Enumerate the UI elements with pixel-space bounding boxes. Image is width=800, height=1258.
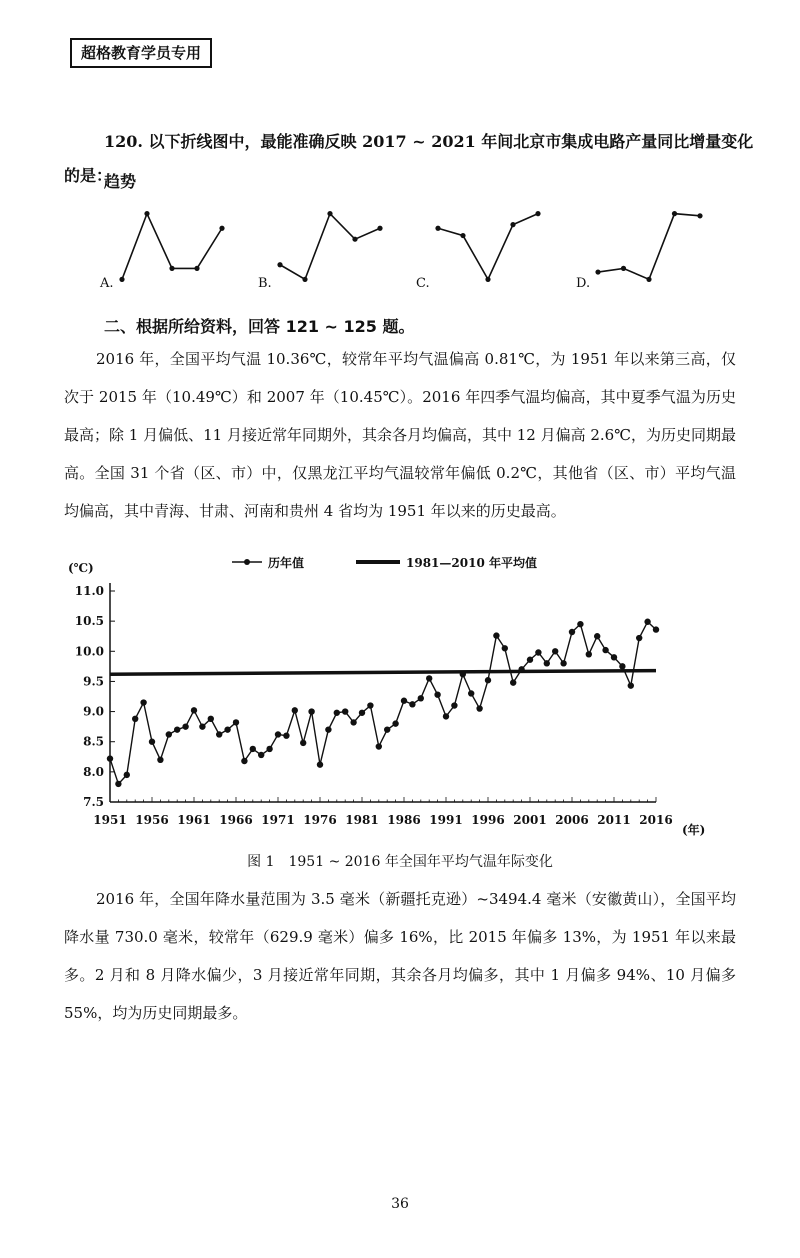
- series-annual-point: [124, 772, 130, 778]
- series-annual-point: [594, 633, 600, 639]
- series-annual-point: [628, 682, 634, 688]
- series-annual-point: [216, 731, 222, 737]
- y-tick-label: 10.0: [74, 644, 104, 659]
- series-annual-point: [443, 713, 449, 719]
- series-annual-point: [493, 632, 499, 638]
- x-tick-label: 1991: [429, 813, 463, 827]
- x-tick-label: 2006: [555, 813, 589, 827]
- series-annual-point: [569, 629, 575, 635]
- temperature-line-chart: [0, 540, 800, 850]
- series-annual-point: [409, 701, 415, 707]
- question-title-continuation: 的是：: [64, 166, 113, 185]
- series-average-line: [110, 671, 656, 675]
- series-annual-point: [434, 691, 440, 697]
- series-annual-point: [275, 731, 281, 737]
- chart-legend: [232, 555, 537, 570]
- series-annual-point: [451, 702, 457, 708]
- series-annual-point: [476, 705, 482, 711]
- option-trend-point: [119, 277, 124, 282]
- y-tick-label: 11.0: [74, 584, 104, 598]
- y-tick-label: 9.0: [83, 704, 104, 719]
- member-stamp: 超格教育学员专用: [70, 38, 212, 68]
- option-trend-point: [302, 277, 307, 282]
- series-annual-point: [132, 716, 138, 722]
- option-trend-point: [219, 226, 224, 231]
- series-annual-point: [527, 657, 533, 663]
- series-annual-point: [241, 758, 247, 764]
- y-axis-unit: (℃): [68, 561, 94, 575]
- option-trend-line: [438, 214, 538, 280]
- series-annual-point: [292, 707, 298, 713]
- x-tick-label: 2016: [639, 813, 673, 827]
- x-tick-label: 1951: [93, 813, 127, 827]
- series-annual-point: [518, 666, 524, 672]
- series-annual-point: [418, 695, 424, 701]
- x-tick-label: 1981: [345, 813, 379, 827]
- series-annual-point: [199, 723, 205, 729]
- x-tick-label: 1971: [261, 813, 295, 827]
- option-label: C.: [416, 276, 430, 291]
- legend-label-annual: 历年值: [268, 556, 305, 570]
- option-trend-point: [621, 266, 626, 271]
- question-title: 120. 以下折线图中，最能准确反映 2017 ~ 2021 年间北京市集成电路产量同比增量变化趋势: [104, 132, 754, 191]
- option-b: [258, 211, 383, 291]
- series-annual-point: [468, 690, 474, 696]
- option-trend-point: [646, 277, 651, 282]
- y-tick-label: 10.5: [74, 614, 104, 629]
- series-annual-point: [460, 671, 466, 677]
- series-annual-point: [266, 746, 272, 752]
- series-annual-point: [317, 761, 323, 767]
- x-tick-label: 1976: [303, 813, 337, 827]
- series-annual-point: [485, 677, 491, 683]
- series-annual-point: [636, 635, 642, 641]
- series-annual-point: [334, 710, 340, 716]
- series-annual-point: [611, 654, 617, 660]
- series-annual-point: [166, 731, 172, 737]
- series-annual-point: [502, 645, 508, 651]
- series-annual-point: [350, 719, 356, 725]
- option-trend-point: [377, 226, 382, 231]
- option-trend-point: [327, 211, 332, 216]
- option-trend-point: [277, 262, 282, 267]
- figure-caption: 图 1 1951 ~ 2016 年全国年平均气温年际变化: [247, 854, 553, 870]
- series-annual-point: [560, 660, 566, 666]
- series-annual-point: [359, 710, 365, 716]
- series-annual-point: [619, 663, 625, 669]
- option-label: B.: [258, 276, 272, 291]
- option-trend-point: [169, 266, 174, 271]
- answer-options-graphs: [0, 195, 800, 295]
- series-annual-point: [283, 732, 289, 738]
- x-tick-label: 2011: [597, 813, 631, 827]
- series-annual-point: [510, 679, 516, 685]
- x-tick-label: 2001: [513, 813, 547, 827]
- x-tick-label: 1961: [177, 813, 211, 827]
- series-annual-point: [140, 699, 146, 705]
- series-annual-point: [401, 698, 407, 704]
- option-d: [576, 211, 703, 291]
- y-tick-label: 7.5: [83, 795, 104, 809]
- x-tick-label: 1986: [387, 813, 421, 827]
- series-annual-point: [602, 647, 608, 653]
- series-annual-point: [653, 626, 659, 632]
- series-annual-point: [250, 746, 256, 752]
- series-annual-point: [552, 648, 558, 654]
- series-annual-point: [182, 723, 188, 729]
- paragraph-precipitation: 2016 年，全国年降水量范围为 3.5 毫米（新疆托克逊）~3494.4 毫米（安徽黄山），全国平均降水量 730.0 毫米，较常年（629.9 毫米）偏多 16%，比 2015 年偏多 13%，为 1951 年以来最多。2 月和 8 月降水偏少，3 月接近常年同期，其余各月均偏多，其中 1 月偏多 94%、10 月偏多 55%，均为历史同期最多。: [64, 890, 736, 1022]
- option-trend-line: [280, 214, 380, 280]
- series-annual-point: [644, 619, 650, 625]
- series-annual-point: [392, 720, 398, 726]
- option-trend-point: [194, 266, 199, 271]
- series-annual-line: [110, 622, 656, 784]
- series-annual-point: [384, 726, 390, 732]
- series-annual-point: [107, 755, 113, 761]
- option-label: A.: [100, 276, 114, 291]
- series-annual-point: [367, 702, 373, 708]
- option-trend-point: [144, 211, 149, 216]
- series-annual-point: [224, 726, 230, 732]
- y-tick-label: 9.5: [83, 674, 104, 689]
- option-trend-point: [697, 213, 702, 218]
- series-annual-point: [149, 739, 155, 745]
- option-trend-point: [672, 211, 677, 216]
- paragraph-temperature: 2016 年，全国平均气温 10.36℃，较常年平均气温偏高 0.81℃，为 1951 年以来第三高，仅次于 2015 年（10.49℃）和 2007 年（10.45℃）。2016 年四季气温均偏高，其中夏季气温为历史最高；除 1 月偏低、11 月接近常年同期外，其余各月均偏高，其中 12 月偏高 2.6℃，为历史同期最高。全国 31 个省（区、市）中，仅黑龙江平均气温较常年偏低 0.2℃，其他省（区、市）平均气温均偏高，其中青海、甘肃、河南和贵州 4 省均为 1951 年以来的历史最高。: [64, 350, 736, 520]
- series-annual-point: [174, 726, 180, 732]
- series-annual-point: [376, 743, 382, 749]
- option-trend-line: [598, 214, 700, 280]
- option-trend-point: [510, 222, 515, 227]
- x-tick-label: 1956: [135, 813, 169, 827]
- series-annual-point: [535, 649, 541, 655]
- option-trend-point: [535, 211, 540, 216]
- y-tick-label: 8.0: [83, 764, 104, 779]
- legend-label-average: 1981—2010 年平均值: [406, 556, 537, 570]
- option-trend-point: [595, 269, 600, 274]
- series-annual-point: [233, 719, 239, 725]
- option-a: [99, 211, 225, 291]
- series-annual-point: [191, 707, 197, 713]
- series-annual-point: [544, 660, 550, 666]
- option-c: [416, 211, 541, 291]
- option-label: D.: [576, 276, 591, 291]
- series-annual-point: [115, 781, 121, 787]
- option-trend-point: [485, 277, 490, 282]
- series-annual-point: [342, 708, 348, 714]
- section-title: 二、根据所给资料，回答 121 ~ 125 题。: [104, 317, 415, 336]
- page-number: 36: [391, 1196, 409, 1212]
- option-trend-point: [435, 226, 440, 231]
- series-annual-point: [208, 716, 214, 722]
- series-annual-point: [258, 752, 264, 758]
- option-trend-point: [352, 237, 357, 242]
- series-annual-point: [308, 708, 314, 714]
- x-tick-label: 1966: [219, 813, 253, 827]
- x-axis-unit: (年): [682, 823, 706, 837]
- series-annual-point: [325, 726, 331, 732]
- series-annual-point: [577, 621, 583, 627]
- series-annual-point: [300, 740, 306, 746]
- option-trend-point: [460, 233, 465, 238]
- legend-series-marker: [244, 559, 250, 565]
- series-annual-point: [157, 757, 163, 763]
- x-tick-label: 1996: [471, 813, 505, 827]
- series-annual-point: [586, 651, 592, 657]
- series-annual-point: [426, 675, 432, 681]
- y-tick-label: 8.5: [83, 734, 104, 749]
